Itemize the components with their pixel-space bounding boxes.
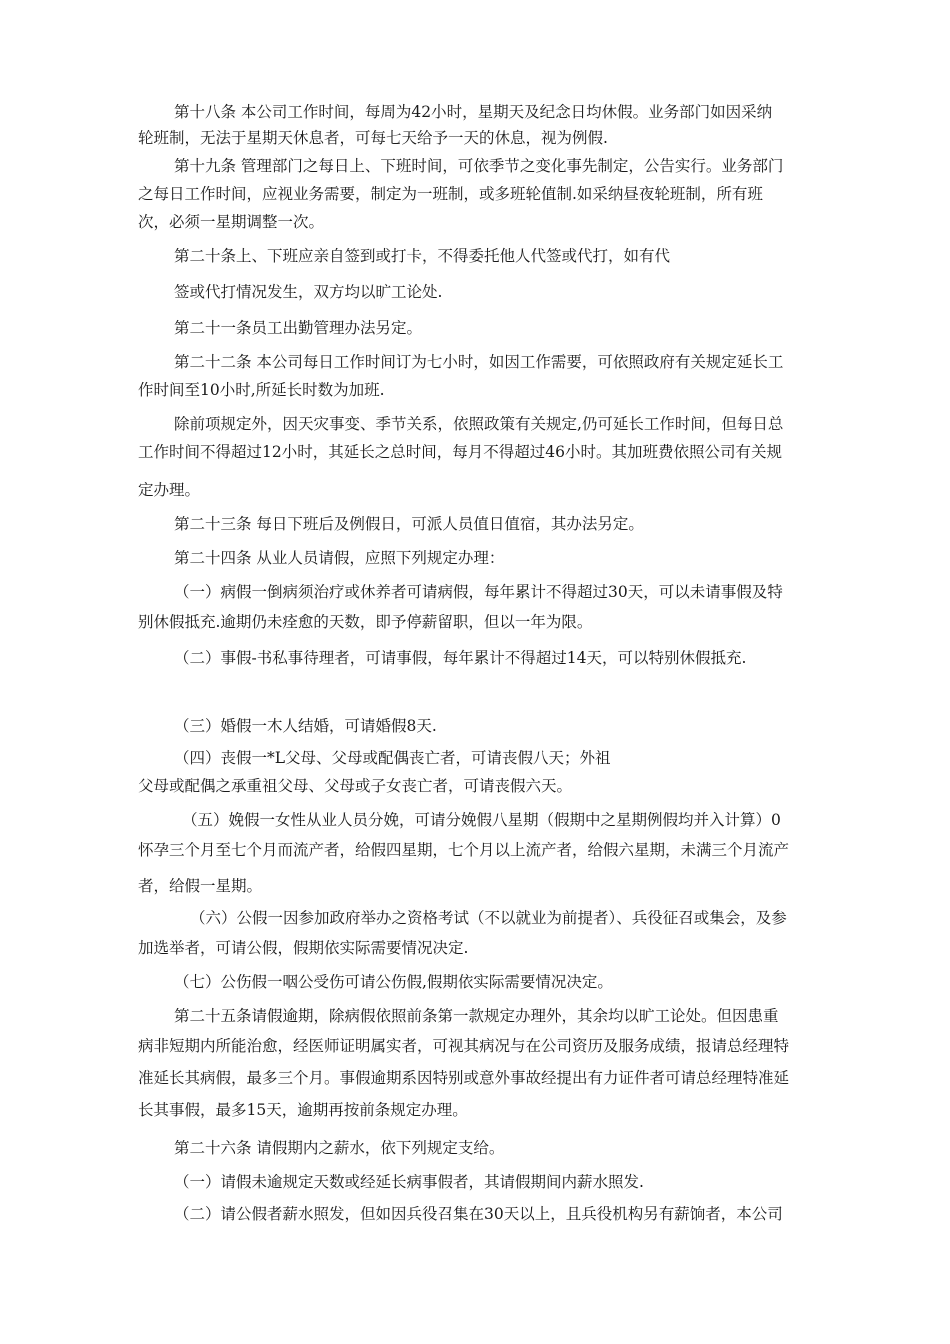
text-line: 第十九条 管理部门之每日上、下班时间，可依季节之变化事先制定，公告实行。业务部门 — [174, 157, 784, 175]
text-line: 工作时间不得超过12小时，其延长之总时间，每月不得超过46小时。其加班费依照公司有关规 — [138, 443, 782, 461]
text-line: 别休假抵充.逾期仍未痊愈的天数，即予停薪留职，但以一年为限。 — [138, 613, 593, 631]
text-line: 怀孕三个月至七个月而流产者，给假四星期，七个月以上流产者，给假六星期，未满三个月流产 — [138, 841, 790, 859]
text-line: （二）请公假者薪水照发，但如因兵役召集在30天以上，且兵役机构另有薪饷者，本公司 — [174, 1205, 783, 1223]
text-line: 第二十条上、下班应亲自签到或打卡，不得委托他人代签或代打，如有代 — [174, 247, 671, 265]
text-line: 除前项规定外，因天灾事变、季节关系，依照政策有关规定,仍可延长工作时间，但每日总 — [174, 415, 784, 433]
text-line: （六）公假一因参加政府举办之资格考试（不以就业为前提者）、兵役征召或集会，及参 — [190, 909, 787, 927]
text-line: 第十八条 本公司工作时间，每周为42小时，星期天及纪念日均休假。业务部门如因采纳 — [174, 103, 773, 121]
text-line: 准延长其病假，最多三个月。事假逾期系因特别或意外事故经提出有力证件者可请总经理特准延 — [138, 1069, 790, 1087]
text-line: 第二十四条 从业人员请假，应照下列规定办理： — [174, 549, 505, 567]
text-line: 者，给假一星期。 — [138, 877, 263, 895]
text-line: （四）丧假一*L父母、父母或配偶丧亡者，可请丧假八天；外祖 — [174, 749, 611, 767]
text-line: 第二十三条 每日下班后及例假日，可派人员值日值宿，其办法另定。 — [174, 515, 644, 533]
text-line: 父母或配偶之承重祖父母、父母或子女丧亡者，可请丧假六天。 — [138, 777, 573, 795]
text-line: 病非短期内所能治愈，经医师证明属实者，可视其病况与在公司资历及服务成绩，报请总经理特 — [138, 1037, 790, 1055]
text-line: 定办理。 — [138, 481, 201, 499]
text-line: （一）请假未逾规定天数或经延长病事假者，其请假期间内薪水照发. — [174, 1173, 644, 1191]
text-line: 作时间至10小时,所延长时数为加班. — [138, 381, 385, 399]
text-line: 次，必须一星期调整一次。 — [138, 213, 325, 231]
text-line: 第二十六条 请假期内之薪水，依下列规定支给。 — [174, 1139, 505, 1157]
text-line: （二）事假-书私事待理者，可请事假，每年累计不得超过14天，可以特别休假抵充. — [174, 649, 747, 667]
text-line: 第二十五条请假逾期，除病假依照前条第一款规定办理外，其余均以旷工论处。但因患重 — [174, 1007, 779, 1025]
text-line: 第二十二条 本公司每日工作时间订为七小时，如因工作需要，可依照政府有关规定延长工 — [174, 353, 784, 371]
text-line: 长其事假，最多15天，逾期再按前条规定办理。 — [138, 1101, 468, 1119]
text-line: 签或代打情况发生，双方均以旷工论处. — [174, 283, 443, 301]
text-line: 轮班制，无法于星期天休息者，可每七天给予一天的休息，视为例假. — [138, 129, 608, 147]
text-line: （五）娩假一女性从业人员分娩，可请分娩假八星期（假期中之星期例假均并入计算）0 — [182, 811, 781, 829]
text-line: （三）婚假一木人结婚，可请婚假8天. — [174, 717, 437, 735]
text-line: 加选举者，可请公假，假期依实际需要情况决定. — [138, 939, 469, 957]
text-line: （七）公伤假一咽公受伤可请公伤假,假期依实际需要情况决定。 — [174, 973, 613, 991]
text-line: 之每日工作时间，应视业务需要，制定为一班制，或多班轮值制.如采纳昼夜轮班制，所有班 — [138, 185, 763, 203]
text-line: 第二十一条员工出勤管理办法另定。 — [174, 319, 423, 337]
text-line: （一）病假一倒病须治疗或休养者可请病假，每年累计不得超过30天，可以未请事假及特 — [174, 583, 783, 601]
